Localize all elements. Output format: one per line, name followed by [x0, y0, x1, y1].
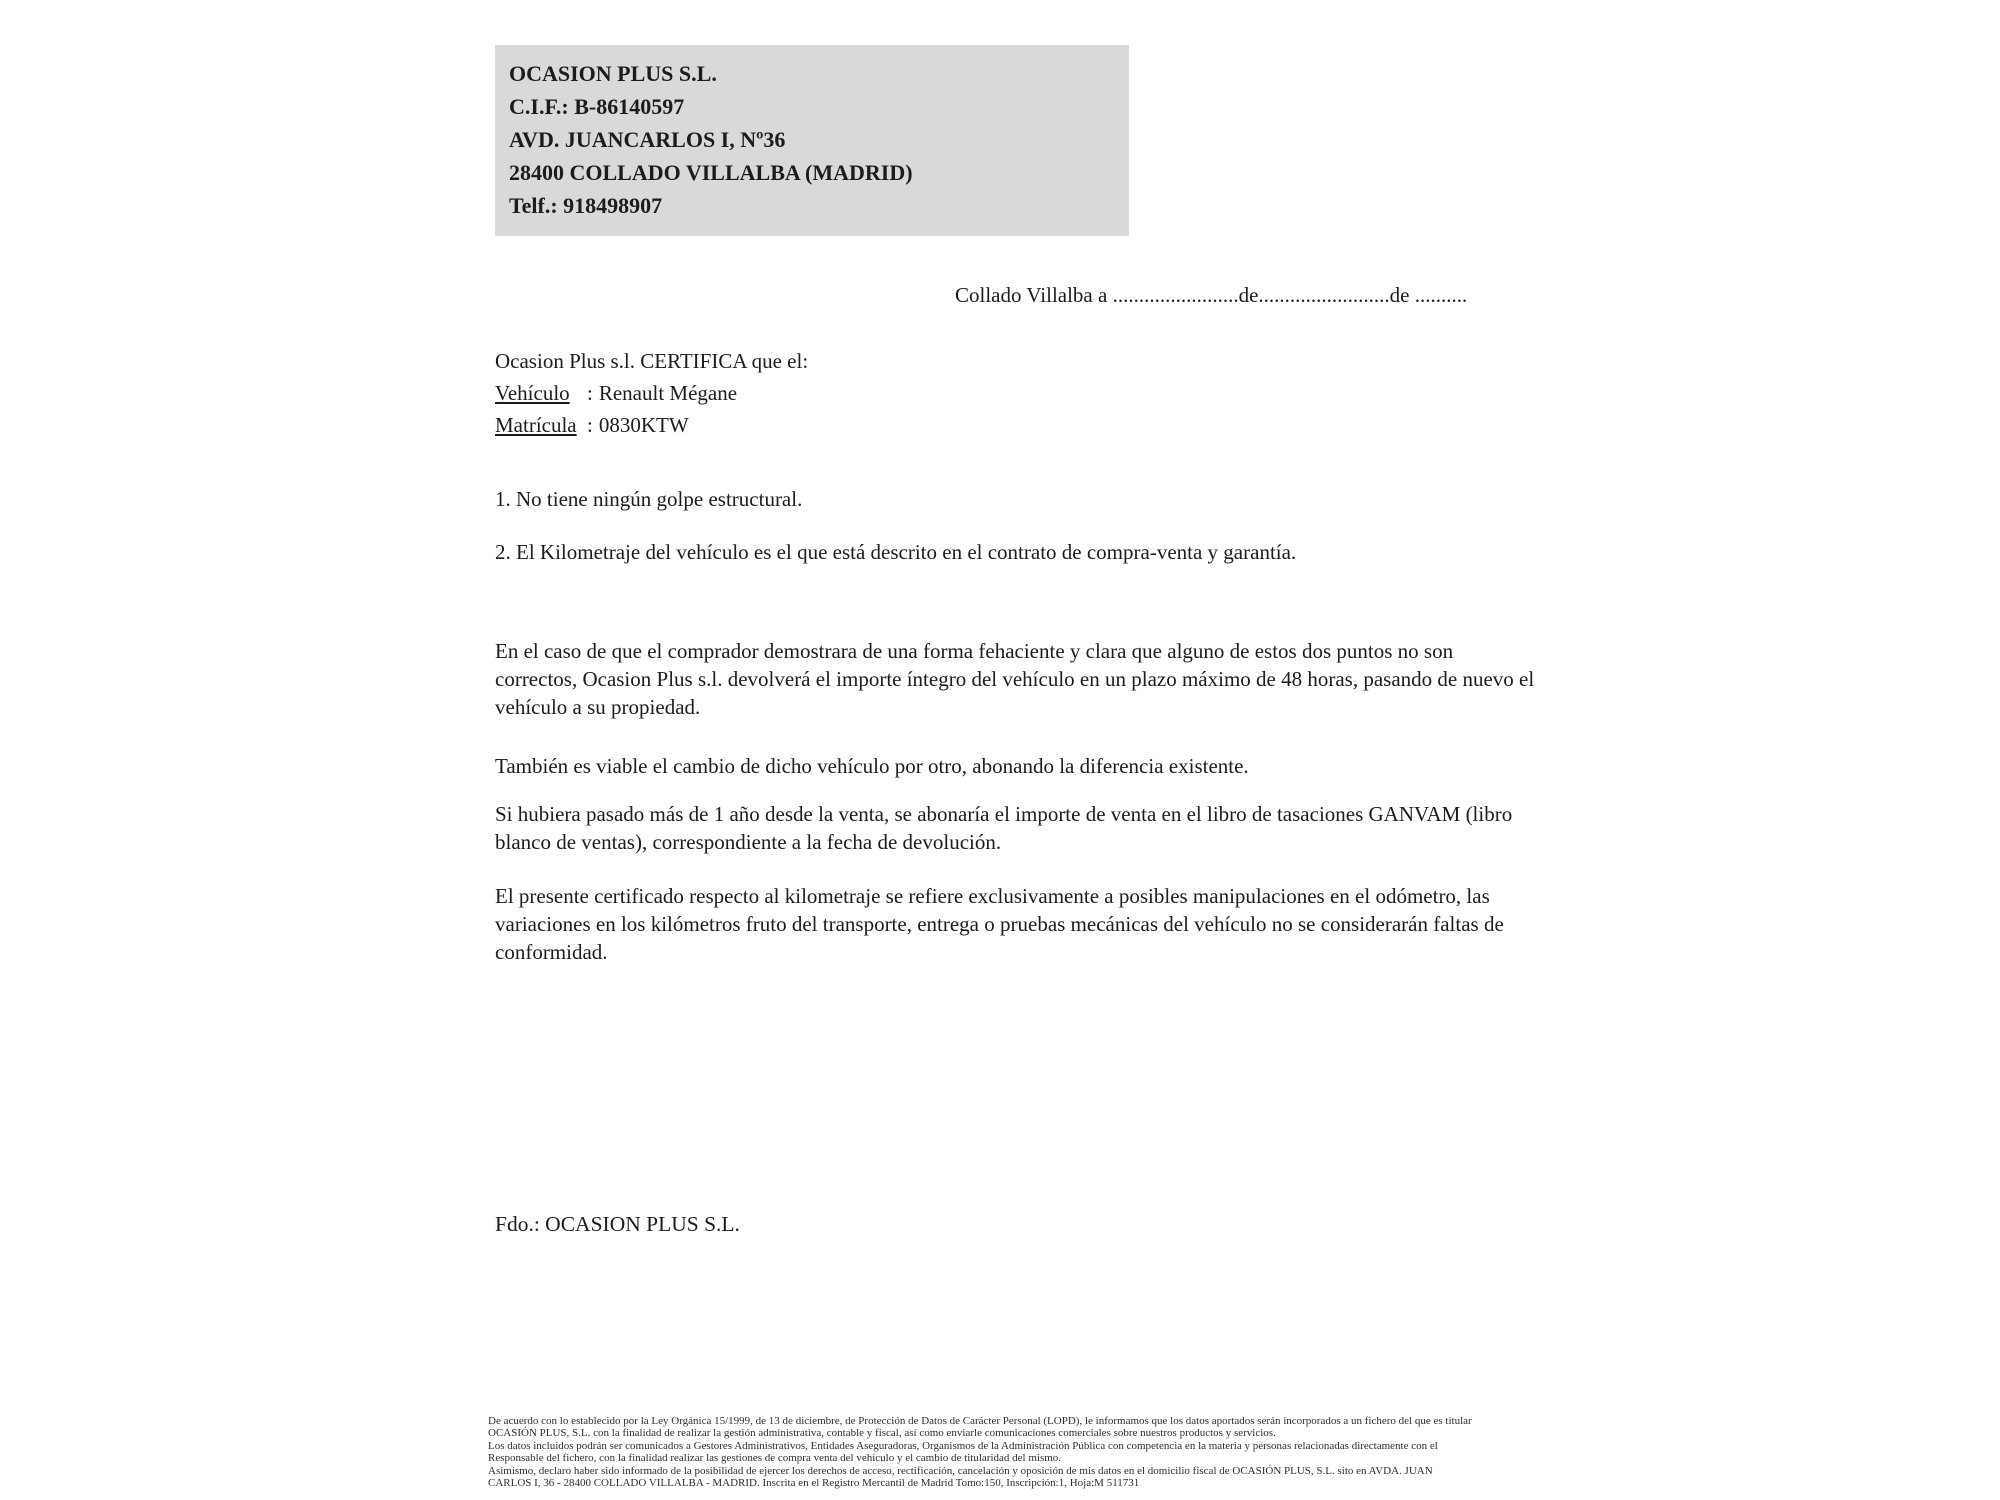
company-city: 28400 COLLADO VILLALBA (MADRID) [509, 160, 913, 185]
legal-line: Responsable del fichero, con la finalidad realizar las gestiones de compra venta del vehículo y el cambio de titularidad del mismo. [488, 1452, 1062, 1465]
company-address: AVD. JUANCARLOS I, Nº36 [509, 127, 786, 152]
vehicle-value: Renault Mégane [598, 381, 738, 405]
plate-field [495, 409, 808, 441]
legal-line: OCASIÓN PLUS, S.L. con la finalidad de realizar la gestión administrativa, contable y fiscal, así como enviarle comunicaciones comerciales sobre nuestros productos y servicios. [488, 1427, 1276, 1440]
vehicle-label: Vehículo [495, 381, 570, 405]
plate-label: Matrícula [495, 413, 577, 437]
vehicle-colon: : [587, 381, 593, 405]
plate-value: 0830KTW [598, 413, 689, 437]
paragraph-exchange-option: También es viable el cambio de dicho vehículo por otro, abonando la diferencia existente. [495, 754, 1249, 778]
place-date-line: Collado Villalba a ........................de.........................de .......... [955, 283, 1468, 307]
clause-2: 2. El Kilometraje del vehículo es el que está descrito en el contrato de compra-venta y garantía. [495, 540, 1297, 564]
certification-block [495, 345, 808, 441]
legal-line: Los datos incluidos podrán ser comunicados a Gestores Administrativos, Entidades Aseguradoras, Organismos de la Administración Pública con competencia en la materia y personas relacionadas directamente con el [488, 1439, 1438, 1452]
plate-colon: : [587, 413, 593, 437]
paragraph-refund-terms: En el caso de que el comprador demostrara de una forma fehaciente y clara que alguno de estos dos puntos no son correctos, Ocasion Plus s.l. devolverá el importe íntegro del vehículo en un plazo máximo de 48 horas, pasando de nuevo el vehículo a su propiedad. [495, 639, 1535, 719]
paragraph-ganvam-valuation: Si hubiera pasado más de 1 año desde la venta, se abonaría el importe de venta en el libro de tasaciones GANVAM (libro blanco de ventas), correspondiente a la fecha de devolución. [495, 802, 1513, 854]
signature-line: Fdo.: OCASION PLUS S.L. [495, 1212, 740, 1236]
legal-line: De acuerdo con lo establecido por la Ley Orgánica 15/1999, de 13 de diciembre, de Protección de Datos de Carácter Personal (LOPD), le informamos que los datos aportados serán incorporados a un fichero del que es titular [488, 1415, 1472, 1427]
certification-intro: Ocasion Plus s.l. CERTIFICA que el: [495, 349, 809, 373]
legal-footer [488, 1415, 1988, 1489]
paragraph-odometer-disclaimer: El presente certificado respecto al kilometraje se refiere exclusivamente a posibles manipulaciones en el odómetro, las variaciones en los kilómetros fruto del transporte, entrega o pruebas mecánicas del vehículo no se considerarán faltas de conformidad. [495, 884, 1504, 964]
vehicle-field [495, 377, 808, 409]
legal-line: CARLOS I, 36 - 28400 COLLADO VILLALBA - MADRID. Inscrita en el Registro Mercantil de Madrid Tomo:150, Inscripción:1, Hoja:M 511731 [488, 1477, 1140, 1490]
legal-line: Asimismo, declaro haber sido informado de la posibilidad de ejercer los derechos de acceso, rectificación, cancelación y oposición de mis datos en el domicilio fiscal de OCASIÓN PLUS, S.L. sito en AVDA. JUAN [488, 1464, 1433, 1477]
company-name: OCASION PLUS S.L. [509, 61, 717, 86]
company-letterhead [495, 45, 1129, 236]
clause-1: 1. No tiene ningún golpe estructural. [495, 487, 803, 511]
company-cif: C.I.F.: B-86140597 [509, 94, 685, 119]
company-phone: Telf.: 918498907 [509, 193, 663, 218]
